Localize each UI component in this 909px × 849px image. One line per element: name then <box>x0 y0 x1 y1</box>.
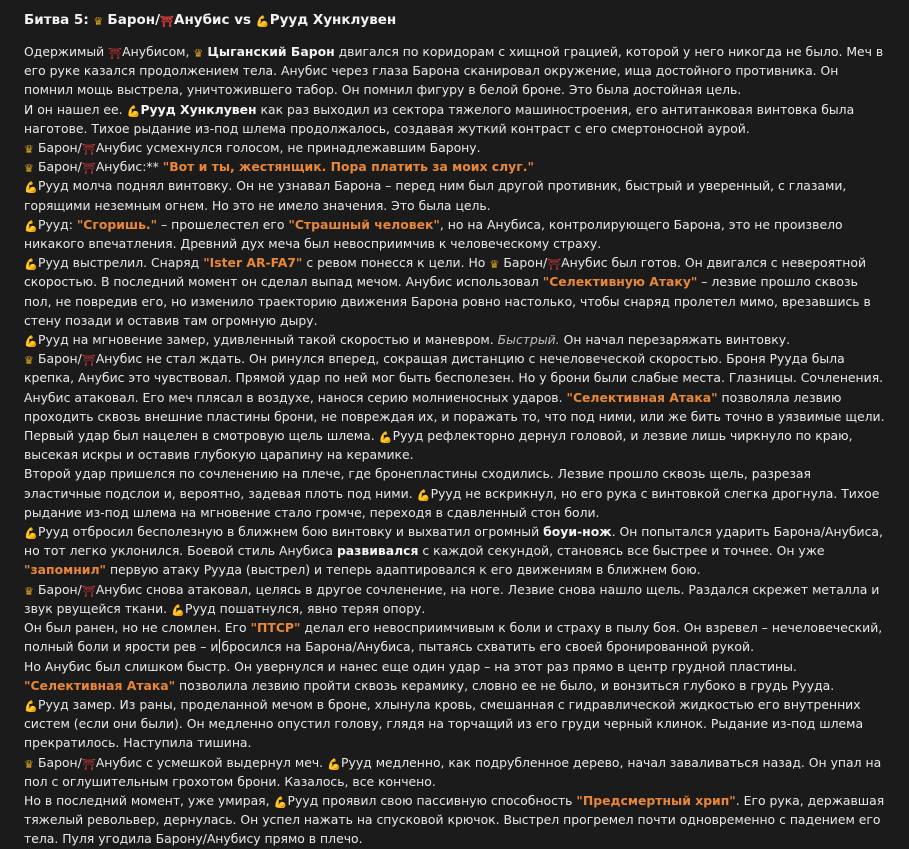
paragraph <box>24 176 885 214</box>
bold-term: Цыганский Барон <box>207 44 335 59</box>
text-run: позволила лезвию пройти сквозь керамику, словно ее не было, и вонзиться глубоко в грудь Рууда. <box>175 677 835 693</box>
crown-icon: ♛ <box>24 584 34 598</box>
flexed-arm-icon: 💪 <box>171 603 185 617</box>
text-run: И он нашел ее. <box>24 101 127 117</box>
text-run: двигался по коридорам с хищной грацией, которой у него никогда не было. Меч в его руке казался продолжением тела. Анубис через глаза Барона сканировал окружение, ища достойного противника. Он помнил мощь выстрела, уничтожившего табор. Он помнил фигуру в белой броне. Это была достойная цель. <box>24 44 884 98</box>
crown-icon: ♛ <box>24 143 34 157</box>
torii-gate-icon: ⛩ <box>81 354 96 368</box>
flexed-arm-icon: 💪 <box>327 757 341 771</box>
paragraph <box>24 695 885 753</box>
battle-title <box>24 10 885 30</box>
text-run: Но Анубис был слишком быстр. Он увернулся и нанес еще один удар – на этот раз прямо в центр грудной пластины. <box>24 658 797 674</box>
crown-icon: ♛ <box>24 354 34 368</box>
text-run: , но на Анубиса, контролирующего Барона, это не произвело никакого впечатления. Древний дух меча был невосприимчив к человеческому страху. <box>24 216 843 252</box>
text-run: Анубис:** <box>95 159 163 175</box>
text-run: делал его невосприимчивым к боли и страху в пылу боя. Он взревел – нечеловеческий, полный боли и ярости рев – и <box>24 620 883 655</box>
torii-gate-icon: ⛩ <box>81 162 96 176</box>
title-prefix: Битва 5: <box>24 12 94 28</box>
paragraph <box>24 464 885 522</box>
flexed-arm-icon: 💪 <box>126 104 141 118</box>
crown-icon: ♛ <box>193 47 204 60</box>
paragraph <box>24 330 885 349</box>
paragraph <box>24 349 885 387</box>
text-run: бросился на Барона/Анубиса, пытаясь схватить его своей бронированной рукой. <box>221 639 755 655</box>
text-run: . Он попытался ударить Барона/Анубиса, но тот легко уклонился. Боевой стиль Анубиса <box>24 524 883 559</box>
paragraph <box>24 522 885 580</box>
text-run: Второй удар пришелся по сочленению на плече, где бронепластины сходились. Лезвие прошло сквозь щель, разрезая эластичные подслои и, вероятно, задевая плоть под ними. <box>24 466 811 501</box>
flexed-arm-icon: 💪 <box>24 335 38 349</box>
highlighted-term: "Селективная Атака" <box>566 389 718 405</box>
text-run: Барон/ <box>38 140 82 156</box>
flexed-arm-icon: 💪 <box>24 258 38 272</box>
crown-icon: ♛ <box>24 757 34 771</box>
highlighted-term: "запомнил" <box>24 562 106 578</box>
highlighted-term: "Селективную Атаку" <box>542 274 698 290</box>
text-run: Но в последний момент, уже умирая, <box>24 792 274 808</box>
italic-term: Быстрый. <box>497 332 560 348</box>
text-run: с ревом понесся к цели. Но <box>302 255 490 271</box>
paragraph <box>24 157 885 176</box>
text-run: Анубис снова атаковал, целясь в другое сочленение, на ноге. Лезвие снова нашло щель. Раздался скрежет металла и звук рвущейся ткани. <box>24 581 880 616</box>
paragraph <box>24 42 885 100</box>
text-run: Рууд: <box>38 216 77 232</box>
text-run: Он был ранен, но не сломлен. Его <box>24 620 251 636</box>
crown-icon: ♛ <box>93 15 104 28</box>
text-run: Анубис был готов. Он двигался с невероятной скоростью. В последний момент он сделал выпад мечом. Анубис использовал <box>24 255 867 290</box>
flexed-arm-icon: 💪 <box>24 699 38 713</box>
paragraph <box>24 791 885 849</box>
crown-icon: ♛ <box>489 258 500 272</box>
highlighted-term: "Ister AR-FA7" <box>203 255 303 271</box>
text-run: Рууд выстрелил. Снаряд <box>38 255 204 271</box>
text-run: Рууд замер. Из раны, проделанной мечом в броне, хлынула кровь, смешанная с гидравлической жидкостью его внутренних систем (если они были). Он медленно опустил голову, глядя на торчащий из его груди черный клинок. Рыдание из-под шлема прекратилось. Наступила тишина. <box>24 696 864 751</box>
bold-term: Рууд Хунклувен <box>140 101 257 117</box>
title-baron: Барон/ <box>107 12 161 28</box>
highlighted-term: "Селективная Атака" <box>24 677 176 693</box>
text-run: Анубисом, <box>122 44 194 59</box>
flexed-arm-icon: 💪 <box>378 431 393 445</box>
title-anubis: Анубис vs <box>174 12 256 28</box>
text-run: Рууд пошатнулся, явно теряя опору. <box>185 600 426 616</box>
text-run: Анубис с усмешкой выдернул меч. <box>95 754 328 770</box>
torii-gate-icon: ⛩ <box>547 258 562 272</box>
flexed-arm-icon: 💪 <box>24 219 38 233</box>
text-run: позволяла лезвию проходить сквозь внешние пластины брони, не повреждая их, и поражать то, что под ними, или же бить точно в уязвимые щели. Первый удар был нацелен в смотровую щель шлема. <box>24 389 885 444</box>
paragraph <box>24 253 885 330</box>
torii-gate-icon: ⛩ <box>81 143 96 157</box>
bold-term: развивался <box>336 543 419 559</box>
text-run: Рууд медленно, как подрубленное дерево, начал заваливаться назад. Он упал на пол с оглушительным грохотом брони. Казалось, все кончено. <box>24 754 882 789</box>
text-run: Рууд проявил свою пассивную способность <box>287 792 577 808</box>
title-ruud: Рууд Хунклувен <box>269 12 397 28</box>
text-run: первую атаку Рууда (выстрел) и теперь адаптировался к его движениям в ближнем бою. <box>106 562 701 578</box>
text-run: Барон/ <box>38 581 82 597</box>
highlighted-term: "Вот и ты, жестянщик. Пора платить за моих слуг." <box>162 159 534 175</box>
text-run: как раз выходил из сектора тяжелого машиностроения, его антитанковая винтовка была наготове. Тихое рыдание из-под шлема продолжалось, создавая жуткий контраст с его смертоносной аурой. <box>24 101 855 136</box>
text-run: – прошелестел его <box>157 216 289 232</box>
torii-gate-icon: ⛩ <box>108 47 123 60</box>
torii-gate-icon: ⛩ <box>81 757 96 771</box>
crown-icon: ♛ <box>24 162 34 176</box>
text-run: Рууд не вскрикнул, но его рука с винтовкой слегка дрогнула. Тихое рыдание из-под шлема на мгновение стало громче, переходя в сдавленный стон боли. <box>24 485 880 520</box>
flexed-arm-icon: 💪 <box>255 15 270 28</box>
text-run: Рууд на мгновение замер, удивленный такой скоростью и маневром. <box>38 332 498 348</box>
text-run: – лезвие прошло сквозь пол, не повредив его, но изменило траекторию движения Барона ровно настолько, чтобы снаряд пролетел мимо, врезавшись в стену позади и оставив там огромную дыру. <box>24 274 871 328</box>
text-run: Барон/ <box>503 255 548 271</box>
battle-text <box>24 42 885 849</box>
text-run: Одержимый <box>24 44 109 59</box>
text-run: Рууд отбросил бесполезную в ближнем бою винтовку и выхватил огромный <box>38 524 544 540</box>
paragraph <box>24 580 885 618</box>
flexed-arm-icon: 💪 <box>416 488 431 502</box>
text-run: Анубис усмехнулся голосом, не принадлежавшим Барону. <box>95 140 481 156</box>
text-run: Анубис атаковал. Его меч плясал в воздухе, нанося серию молниеносных ударов. <box>24 389 567 405</box>
flexed-arm-icon: 💪 <box>24 527 38 541</box>
flexed-arm-icon: 💪 <box>24 181 38 195</box>
paragraph <box>24 388 885 465</box>
highlighted-term: "ПТСР" <box>250 620 301 636</box>
paragraph <box>24 618 885 656</box>
text-run: Анубис не стал ждать. Он ринулся вперед, сокращая дистанцию с нечеловеческой скоростью. Броня Рууда была крепка, Анубис это чувствовал. Прямой удар по ней мог быть бесполезен. Но у брони были слабые места. Глазницы. Сочленения. <box>24 351 884 386</box>
highlighted-term: "Предсмертный хрип" <box>576 792 736 808</box>
highlighted-term: "Страшный человек" <box>288 216 440 232</box>
paragraph <box>24 657 885 695</box>
paragraph <box>24 215 885 253</box>
text-run: Барон/ <box>38 159 82 175</box>
text-run: Рууд рефлекторно дернул головой, и лезвие лишь чиркнуло по краю, высекая искры и оставив глубокую царапину на керамике. <box>24 428 853 463</box>
bold-term: боуи-нож <box>543 524 612 540</box>
text-run: Барон/ <box>38 754 82 770</box>
text-run: Барон/ <box>38 351 82 367</box>
highlighted-term: "Сгоришь." <box>76 216 158 232</box>
text-run: Рууд молча поднял винтовку. Он не узнавал Барона – перед ним был другой противник, быстрый и уверенный, с глазами, горящими неземным огнем. Но это не имело значения. Это была цель. <box>24 178 847 213</box>
text-run: с каждой секундой, становясь все быстрее и точнее. Он уже <box>418 543 825 559</box>
text-run: . Его рука, державшая тяжелый револьвер, дернулась. Он успел нажать на спусковой крючок. Выстрел прогремел почти одновременно с падением его тела. Пуля угодила Барону/Анубису прямо в плечо. <box>24 792 885 847</box>
flexed-arm-icon: 💪 <box>273 795 288 809</box>
paragraph <box>24 100 885 138</box>
torii-gate-icon: ⛩ <box>81 584 96 598</box>
paragraph <box>24 138 885 157</box>
torii-gate-icon: ⛩ <box>160 15 174 28</box>
paragraph <box>24 753 885 791</box>
text-run: Он начал перезаряжать винтовку. <box>559 332 791 348</box>
